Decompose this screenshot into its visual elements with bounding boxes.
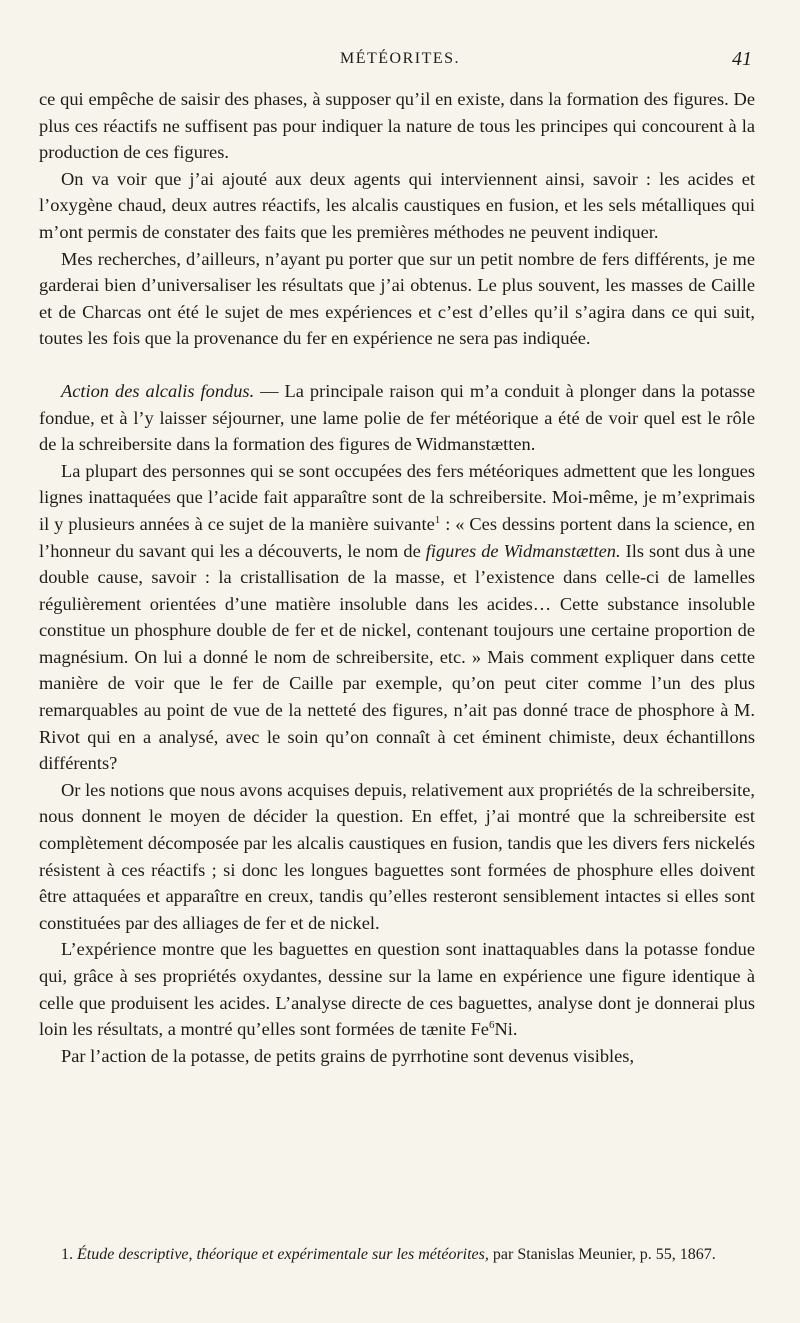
- footnotes: [39, 1244, 755, 1266]
- paragraph: Par l’action de la potasse, de petits grains de pyrrhotine sont devenus visibles,: [61, 1045, 635, 1066]
- section-paragraph: [39, 378, 755, 458]
- page-number: 41: [732, 48, 752, 70]
- footnote-work-title: Étude descriptive, théorique et expérimentale sur les météorites,: [77, 1246, 489, 1263]
- body-text: [39, 86, 755, 1069]
- paragraph: [39, 936, 755, 1042]
- running-head: [0, 48, 800, 80]
- paragraph: Mes recherches, d’ailleurs, n’ayant pu porter que sur un petit nombre de fers différents, je me garderai bien d’universaliser les résultats que j’ai obtenus. Le plus souvent, les masses de Caille et de Charcas ont été le sujet de mes expériences et c’est d’elles qu’il s’agira dans ce qui suit, toutes les fois que la provenance du fer en expérience ne sera pas indiquée.: [39, 248, 755, 349]
- paragraph: Or les notions que nous avons acquises depuis, relativement aux propriétés de la schreibersite, nous donnent le moyen de décider la question. En effet, j’ai montré que la schreibersite est complètement décomposée par les alcalis caustiques en fusion, tandis que les divers fers nickelés résistent à ces réactifs ; si donc les longues baguettes sont formées de phosphure elles doivent être attaquées et apparaître en creux, tandis qu’elles resteront sensiblement intactes si elles sont constituées par des alliages de fer et de nickel.: [39, 779, 755, 933]
- section-title: Action des alcalis fondus.: [61, 380, 255, 401]
- figure-name-italic: figures de Widmanstætten.: [425, 540, 621, 561]
- paragraph-text: L’expérience montre que les baguettes en question sont inattaquables dans la potasse fondue qui, grâce à ses propriétés oxydantes, dessine sur la lame en expérience une figure identique à celle que produisent les acides. L’analyse directe de ces baguettes, analyse dont je donnerai plus loin les résultats, a montré qu’elles sont formées de tænite Fe: [39, 939, 755, 1040]
- footnote: [39, 1244, 755, 1266]
- section-paragraph-text: — La principale raison qui m’a conduit à plonger dans la potasse fondue, et à l’y laisser séjourner, une lame polie de fer météorique a été de voir quel est le rôle de la schreibersite dans la formation des figures de Widmanstætten.: [39, 380, 755, 455]
- footnote-number: 1.: [61, 1246, 73, 1263]
- paragraph-continuation: ce qui empêche de saisir des phases, à supposer qu’il en existe, dans la formation des figures. De plus ces réactifs ne suffisent pas pour indiquer la nature de tous les principes qui concourent à la production de ces figures.: [39, 89, 755, 163]
- paragraph-text: Ni.: [494, 1019, 518, 1040]
- footnote-details: par Stanislas Meunier, p. 55, 1867.: [488, 1246, 716, 1263]
- paragraph-text: Ils sont dus à une double cause, savoir : la cristallisation de la masse, et l’existence dans celle-ci de lamelles régulièrement orientées d’une matière insoluble dans les acides… Cette substance insoluble constitue un phosphure double de fer et de nickel, contenant toujours une certaine proportion de magnésium. On lui a donné le nom de schreibersite, etc. » Mais comment expliquer dans cette manière de voir que le fer de Caille par exemple, qu’on peut citer comme l’un des plus remarquables au point de vue de la netteté des figures, n’ait pas donné trace de phosphore à M. Rivot qui en a analysé, avec le soin qu’on connaît à cet éminent chimiste, deux échantillons différents?: [39, 540, 755, 774]
- paragraph-text: La plupart des personnes qui se sont occupées des fers météoriques admettent que les longues lignes inattaquées que l’acide fait apparaître sont de la schreibersite. Moi-même, je m’exprimais il y plusieurs années à ce sujet de la manière suivante: [39, 460, 755, 534]
- paragraph-text: : « Ces dessins portent dans la science, en l’honneur du savant qui les a découverts, le nom de: [39, 513, 755, 561]
- paragraph: On va voir que j’ai ajouté aux deux agents qui interviennent ainsi, savoir : les acides et l’oxygène chaud, deux autres réactifs, les alcalis caustiques en fusion, et les sels métalliques qui m’ont permis de constater des faits que les premières méthodes ne peuvent indiquer.: [39, 168, 755, 242]
- footnote-reference: 1: [434, 513, 441, 526]
- formula-superscript: 6: [488, 1019, 495, 1032]
- paragraph: [39, 458, 755, 777]
- running-title: MÉTÉORITES.: [339, 50, 461, 67]
